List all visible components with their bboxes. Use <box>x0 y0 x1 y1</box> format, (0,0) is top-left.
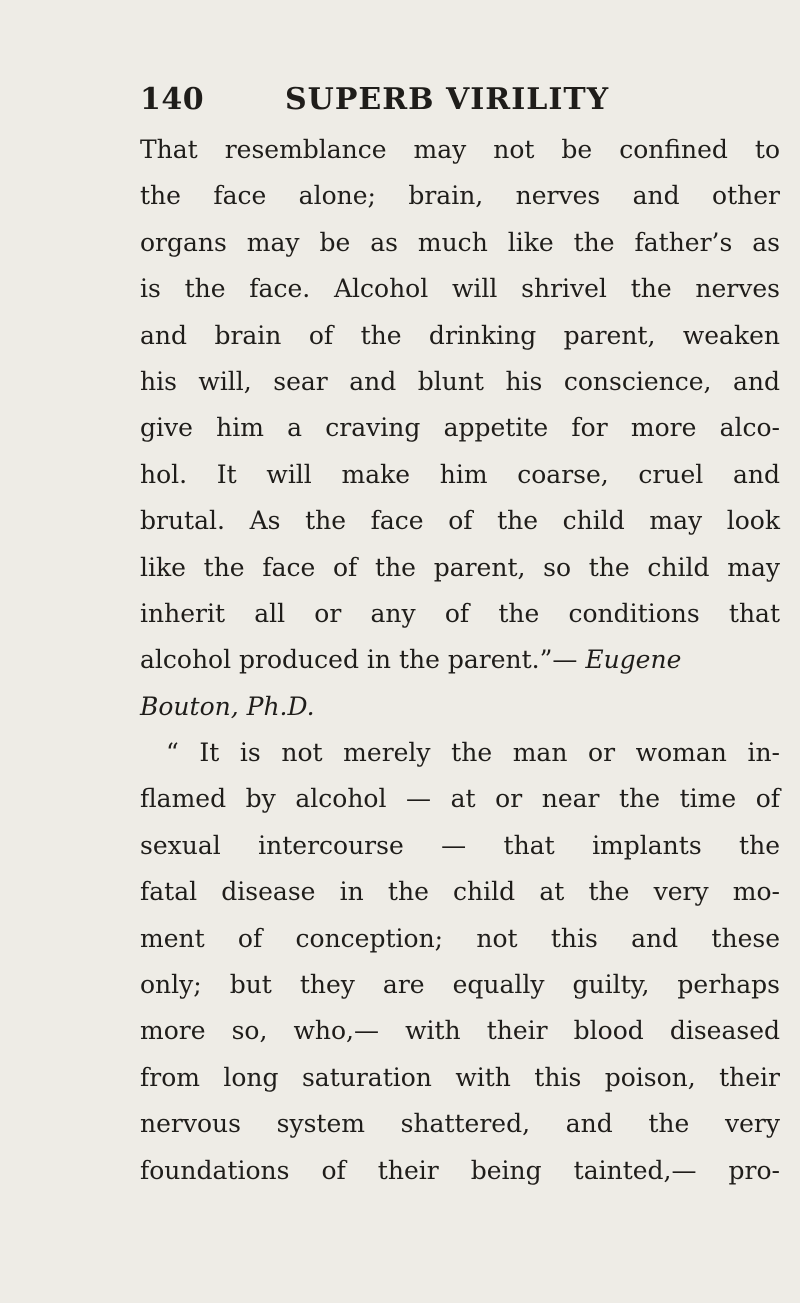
text-line: alcohol produced in the parent.”— <box>140 645 578 675</box>
text-line: ment of conception; not this and these <box>140 923 780 953</box>
text-line: hol. It will make him coarse, cruel and <box>140 459 780 489</box>
text-line-with-attribution <box>140 637 780 683</box>
text-line-paragraph-start: “ It is not merely the man or woman in- <box>166 738 780 768</box>
text-line: like the face of the parent, so the child may <box>140 552 780 582</box>
text-line: only; but they are equally guilty, perhaps <box>140 970 780 1000</box>
running-title: SUPERB VIRILITY <box>285 82 610 117</box>
text-line: his will, sear and blunt his conscience, and <box>140 366 780 396</box>
text-line: organs may be as much like the father’s as <box>140 227 780 257</box>
text-line: foundations of their being tainted,— pro- <box>140 1155 780 1185</box>
body-text <box>140 127 780 1194</box>
attribution-name: Bouton, Ph.D. <box>140 691 315 721</box>
text-line: and brain of the drinking parent, weaken <box>140 320 780 350</box>
text-line: nervous system shattered, and the very <box>140 1109 780 1139</box>
text-line: inherit all or any of the conditions that <box>140 598 780 628</box>
page-number: 140 <box>140 82 205 117</box>
text-line: is the face. Alcohol will shrivel the nerves <box>140 274 780 304</box>
text-line: flamed by alcohol — at or near the time of <box>140 784 780 814</box>
text-line: give him a craving appetite for more alco- <box>140 413 780 443</box>
text-line: That resemblance may not be confined to <box>140 135 780 164</box>
text-line: more so, who,— with their blood diseased <box>140 1016 780 1046</box>
text-line: fatal disease in the child at the very mo- <box>140 877 780 907</box>
text-line: the face alone; brain, nerves and other <box>140 181 780 211</box>
text-line: from long saturation with this poison, their <box>140 1062 780 1092</box>
text-line: brutal. As the face of the child may look <box>140 506 780 536</box>
page-header <box>140 82 610 122</box>
attribution-first-name: Eugene <box>585 645 682 675</box>
text-line: sexual intercourse — that implants the <box>140 830 780 860</box>
